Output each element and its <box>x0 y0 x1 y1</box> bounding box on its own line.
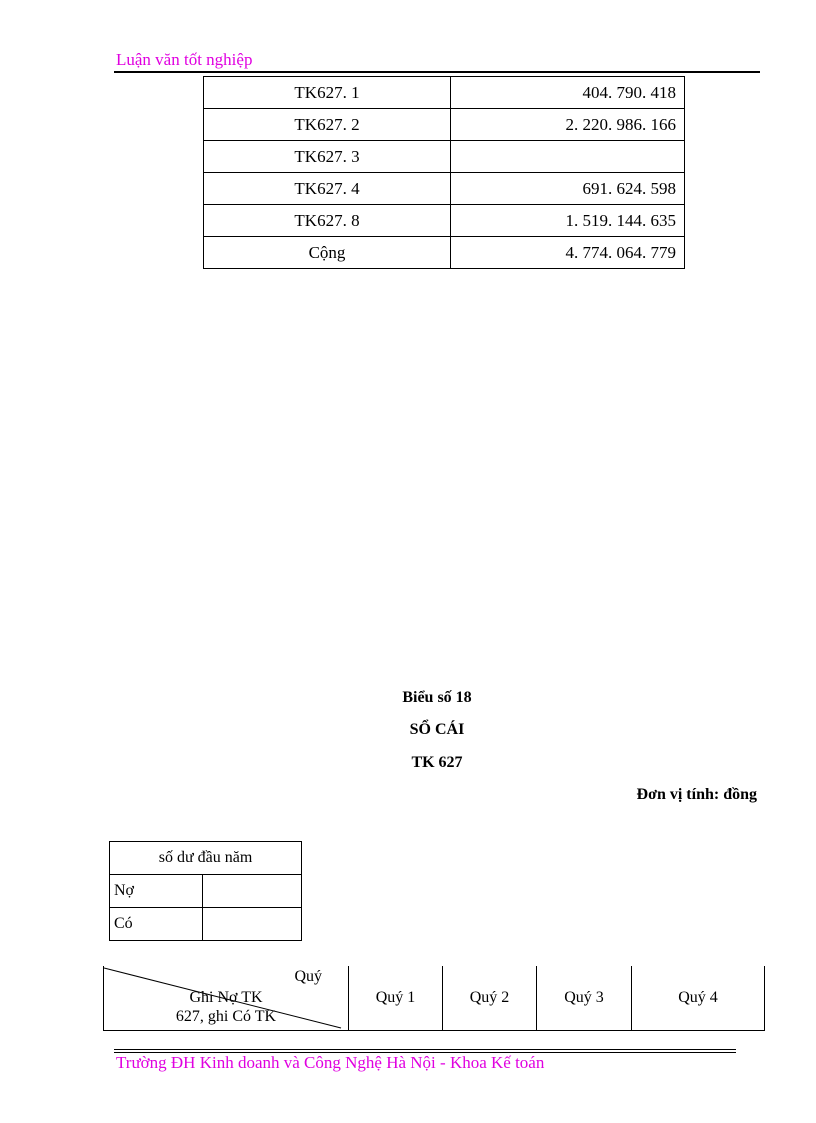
corner-account-line2: 627, ghi Có TK <box>175 1008 277 1025</box>
debit-label: Nợ <box>110 875 203 908</box>
table-row <box>204 77 685 109</box>
account-cell: TK627. 1 <box>204 77 451 109</box>
page-footer-text: Trường ĐH Kinh doanh và Công Nghệ Hà Nội - Khoa Kế toán <box>116 1053 545 1072</box>
table-row <box>204 173 685 205</box>
corner-account-label <box>166 988 286 1026</box>
table-row <box>110 908 302 941</box>
account-summary-table <box>203 76 685 269</box>
ledger-title: SỔ CÁI <box>409 721 465 738</box>
amount-cell: 691. 624. 598 <box>451 173 685 205</box>
total-label-cell: Cộng <box>204 237 451 269</box>
table-row <box>204 109 685 141</box>
amount-cell: 1. 519. 144. 635 <box>451 205 685 237</box>
opening-balance-title: số dư đầu năm <box>110 842 302 875</box>
total-amount-cell: 4. 774. 064. 779 <box>451 237 685 269</box>
page-header-title: Luận văn tốt nghiệp <box>116 50 253 69</box>
table-header-row <box>104 966 765 1030</box>
diagonal-header-cell <box>104 966 349 1030</box>
account-cell: TK627. 3 <box>204 141 451 173</box>
credit-label: Có <box>110 908 203 941</box>
header-divider <box>114 71 760 73</box>
amount-cell: 2. 220. 986. 166 <box>451 109 685 141</box>
table-row <box>110 875 302 908</box>
quarterly-ledger-table <box>103 966 765 1031</box>
unit-label: Đơn vị tính: đồng <box>636 786 757 803</box>
corner-quarter-label: Quý <box>294 968 322 985</box>
quarter-4-header: Quý 4 <box>632 966 765 1030</box>
quarter-1-header: Quý 1 <box>349 966 443 1030</box>
ledger-account: TK 627 <box>411 754 463 771</box>
quarter-3-header: Quý 3 <box>537 966 632 1030</box>
credit-value <box>203 908 302 941</box>
debit-value <box>203 875 302 908</box>
account-cell: TK627. 8 <box>204 205 451 237</box>
amount-cell <box>451 141 685 173</box>
form-number: Biểu số 18 <box>402 689 472 706</box>
amount-cell: 404. 790. 418 <box>451 77 685 109</box>
table-row <box>110 842 302 875</box>
table-row-total <box>204 237 685 269</box>
footer-divider <box>114 1049 736 1050</box>
opening-balance-table <box>109 841 302 941</box>
table-row <box>204 141 685 173</box>
table-row <box>204 205 685 237</box>
account-cell: TK627. 4 <box>204 173 451 205</box>
account-cell: TK627. 2 <box>204 109 451 141</box>
quarter-2-header: Quý 2 <box>443 966 537 1030</box>
corner-account-line1: Ghi Nợ TK <box>189 989 263 1006</box>
